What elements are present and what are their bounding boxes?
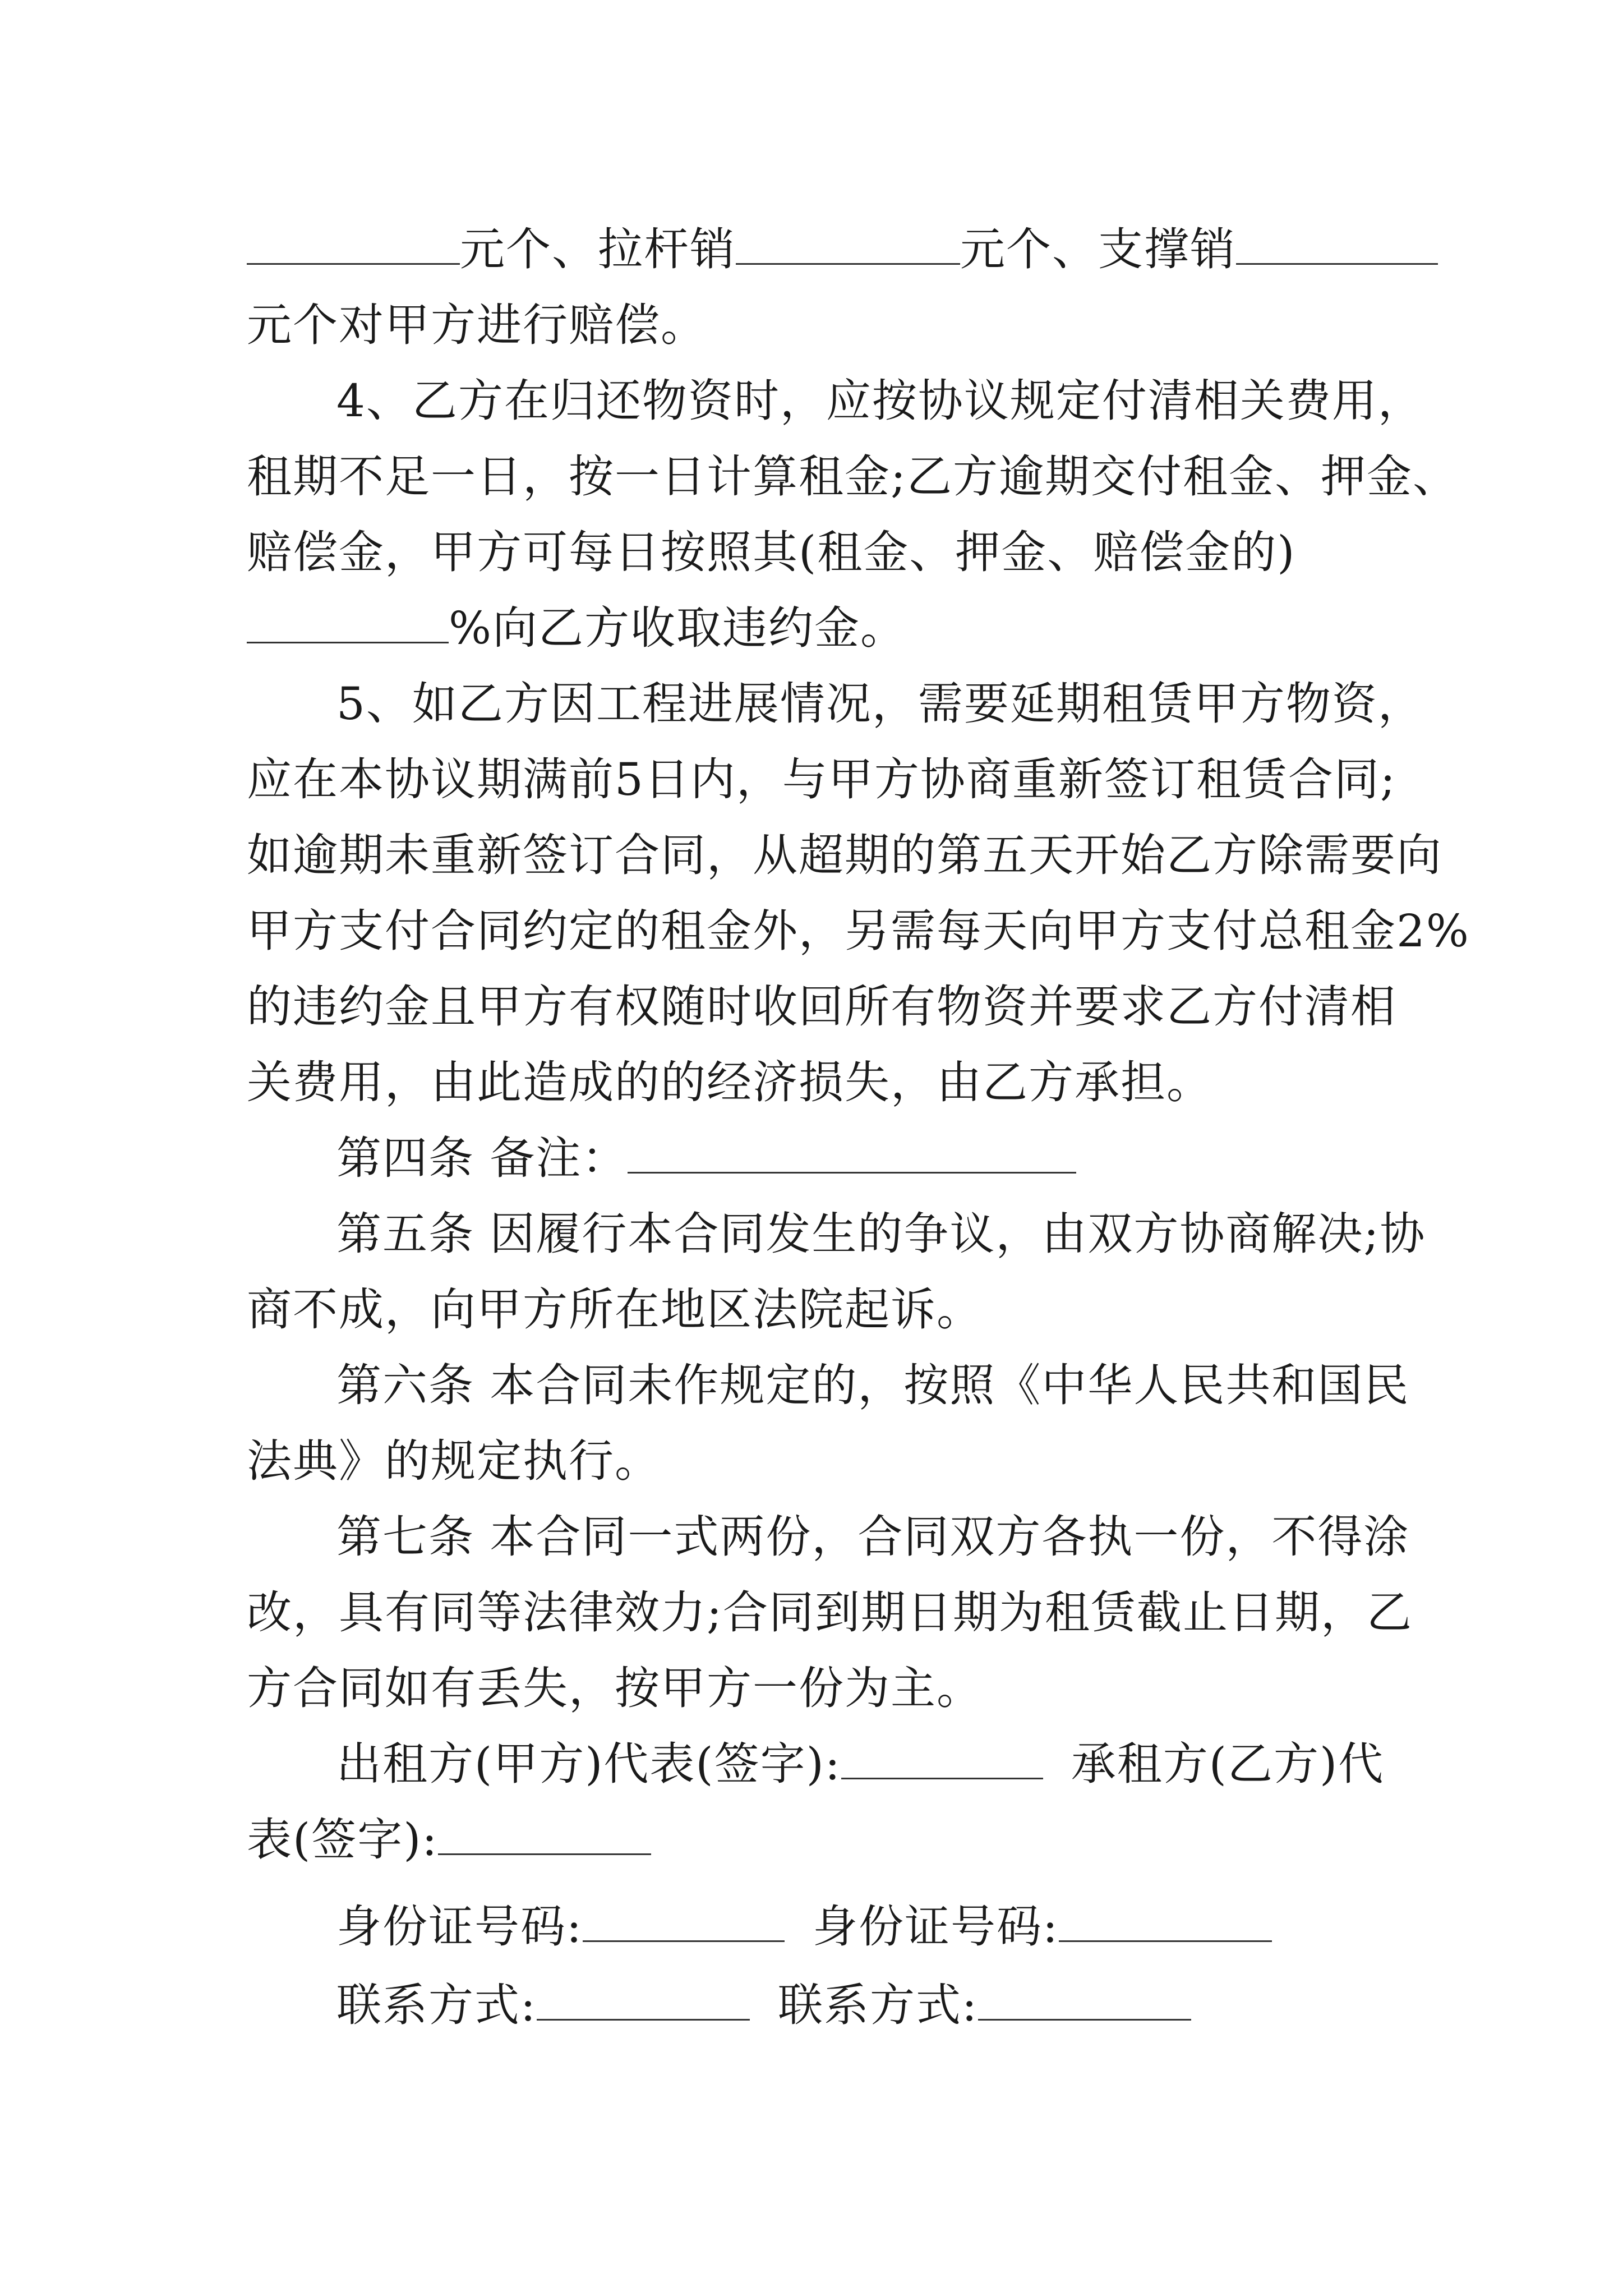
clause-4-line-4 [247, 595, 1368, 662]
compensation-line-1 [247, 216, 1368, 283]
blank-field [247, 219, 460, 265]
article-5-line-2: 商不成，向甲方所在地区法院起诉。 [247, 1283, 983, 1336]
clause-5-line-5: 的违约金且甲方有权随时收回所有物资并要求乙方付清相 [247, 981, 1396, 1033]
blank-field [736, 219, 960, 265]
article-5-line-1: 第五条 因履行本合同发生的争议，由双方协商解决;协 [336, 1208, 1426, 1260]
contact-label-a: 联系方式: [336, 1979, 537, 2031]
clause-5-line-4: 甲方支付合同约定的租金外，另需每天向甲方支付总租金2% [247, 905, 1470, 957]
article-6-line-2: 法典》的规定执行。 [247, 1435, 661, 1487]
contact-blank-b [978, 1975, 1191, 2021]
text-segment: 第四条 备注： [336, 1132, 628, 1184]
article-6-line-1: 第六条 本合同未作规定的，按照《中华人民共和国民 [336, 1359, 1410, 1411]
clause-4-line-1: 4、乙方在归还物资时，应按协议规定付清相关费用， [336, 375, 1424, 427]
contact-line [336, 1972, 1458, 2039]
article-7-line-3: 方合同如有丢失，按甲方一份为主。 [247, 1662, 983, 1714]
text-segment: %向乙方收取违约金。 [449, 602, 907, 654]
clause-5-line-2: 应在本协议期满前5日内，与甲方协商重新签订租赁合同; [247, 753, 1396, 806]
article-7-line-2: 改，具有同等法律效力;合同到期日期为租赁截止日期，乙 [247, 1586, 1413, 1639]
contact-label-b: 联系方式: [777, 1979, 978, 2031]
article-4-remarks [336, 1125, 1458, 1192]
id-blank-b [1059, 1897, 1272, 1942]
id-label-b: 身份证号码: [812, 1901, 1059, 1953]
blank-field [247, 598, 449, 643]
lessee-label-cont: 表(签字): [247, 1814, 439, 1866]
lessee-signature-blank [438, 1810, 651, 1855]
clause-5-line-1: 5、如乙方因工程进展情况，需要延期租赁甲方物资， [336, 678, 1424, 730]
article-7-line-1: 第七条 本合同一式两份，合同双方各执一份，不得涂 [336, 1511, 1410, 1563]
blank-field [628, 1128, 1076, 1174]
lessor-label: 出租方(甲方)代表(签字): [336, 1738, 841, 1790]
clause-5-line-3: 如逾期未重新签订合同，从超期的第五天开始乙方除需要向 [247, 829, 1442, 881]
clause-4-line-2: 租期不足一日，按一日计算租金;乙方逾期交付租金、押金、 [247, 450, 1459, 503]
text-segment: 元个、支撑销 [960, 223, 1236, 275]
signature-line-1 [336, 1731, 1458, 1798]
contact-blank-a [537, 1975, 750, 2021]
lessor-signature-blank [841, 1734, 1043, 1779]
compensation-line-2: 元个对甲方进行赔偿。 [247, 299, 707, 351]
clause-5-line-6: 关费用，由此造成的的经济损失，由乙方承担。 [247, 1056, 1212, 1108]
id-blank-a [583, 1897, 785, 1942]
signature-line-2 [247, 1806, 1368, 1874]
blank-field [1236, 219, 1438, 265]
clause-4-line-3: 赔偿金，甲方可每日按照其(租金、押金、赔偿金的) [247, 526, 1296, 578]
text-segment: 元个、拉杆销 [460, 223, 736, 275]
lessee-label: 承租方(乙方)代 [1071, 1738, 1385, 1790]
id-number-line [336, 1893, 1458, 1961]
id-label-a: 身份证号码: [336, 1901, 583, 1953]
